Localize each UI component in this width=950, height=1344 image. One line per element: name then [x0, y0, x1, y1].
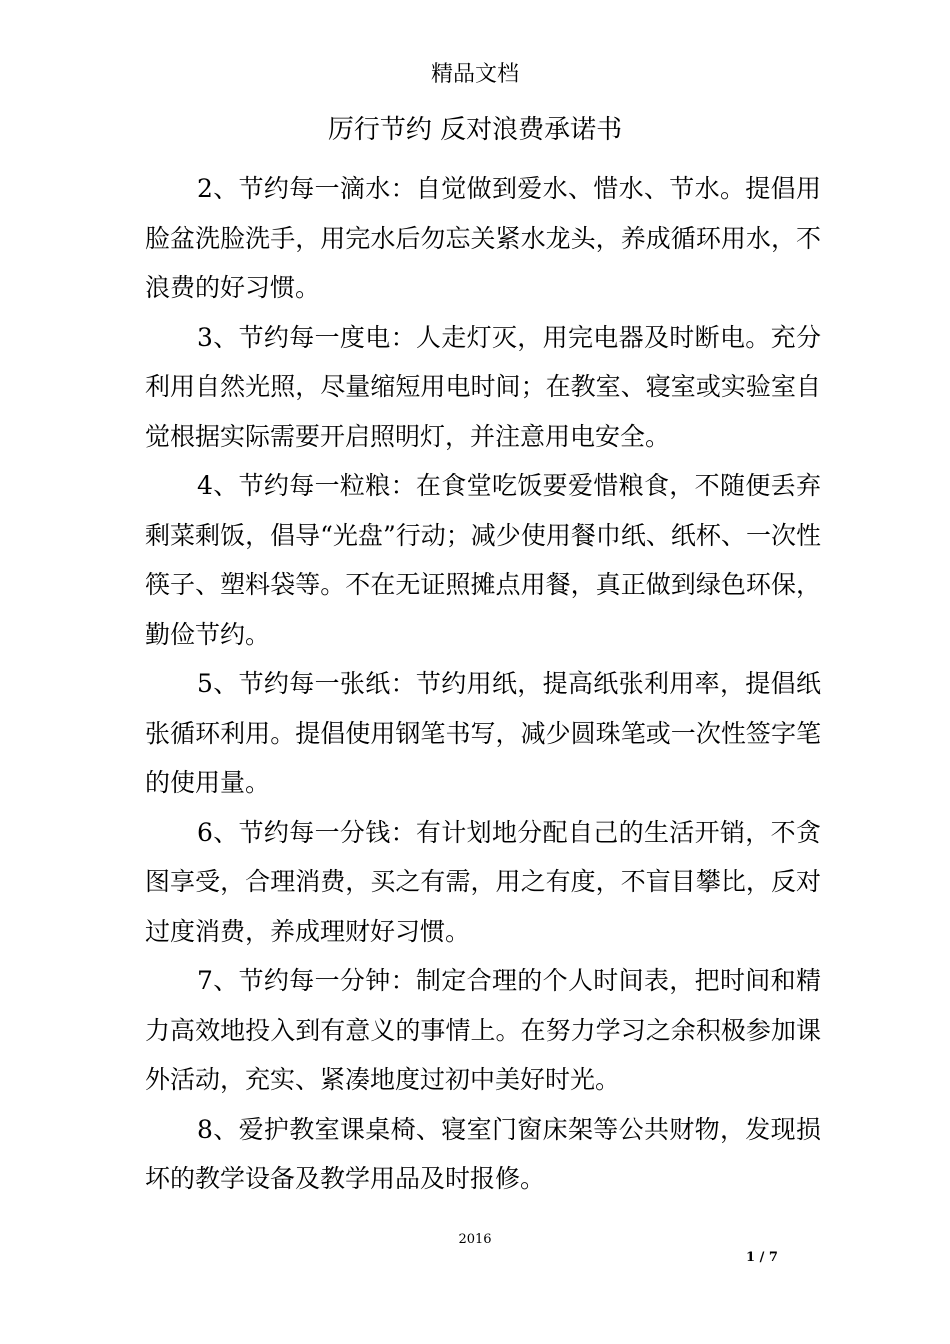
paragraph-paper: 5、节约每一张纸：节约用纸，提高纸张利用率，提倡纸张循环利用。提倡使用钢笔书写，减少圆珠笔或一次性签字笔的使用量。	[145, 669, 821, 797]
document-header: 精品文档	[430, 62, 519, 87]
document-title: 厉行节约 反对浪费承诺书	[327, 115, 623, 145]
page-number: 1 / 7	[746, 1250, 778, 1265]
document-body	[145, 164, 821, 1204]
paragraph-food: 4、节约每一粒粮：在食堂吃饭要爱惜粮食，不随便丢弃剩菜剩饭，倡导“光盘”行动；减少使用餐巾纸、纸杯、一次性筷子、塑料袋等。不在无证照摊点用餐，真正做到绿色环保，勤俭节约。	[145, 471, 821, 649]
paragraph-electricity: 3、节约每一度电：人走灯灭，用完电器及时断电。充分利用自然光照，尽量缩短用电时间；在教室、寝室或实验室自觉根据实际需要开启照明灯，并注意用电安全。	[145, 322, 821, 451]
paragraph-water: 2、节约每一滴水：自觉做到爱水、惜水、节水。提倡用脸盆洗脸洗手，用完水后勿忘关紧水龙头，养成循环用水，不浪费的好习惯。	[145, 174, 821, 302]
paragraph-time: 7、节约每一分钟：制定合理的个人时间表，把时间和精力高效地投入到有意义的事情上。在努力学习之余积极参加课外活动，充实、紧凑地度过初中美好时光。	[145, 966, 821, 1094]
paragraph-property: 8、爱护教室课桌椅、寝室门窗床架等公共财物，发现损坏的教学设备及教学用品及时报修。	[145, 1114, 821, 1193]
paragraph-money: 6、节约每一分钱：有计划地分配自己的生活开销，不贪图享受，合理消费，买之有需，用之有度，不盲目攀比，反对过度消费，养成理财好习惯。	[145, 817, 821, 946]
footer-year: 2016	[458, 1232, 492, 1247]
